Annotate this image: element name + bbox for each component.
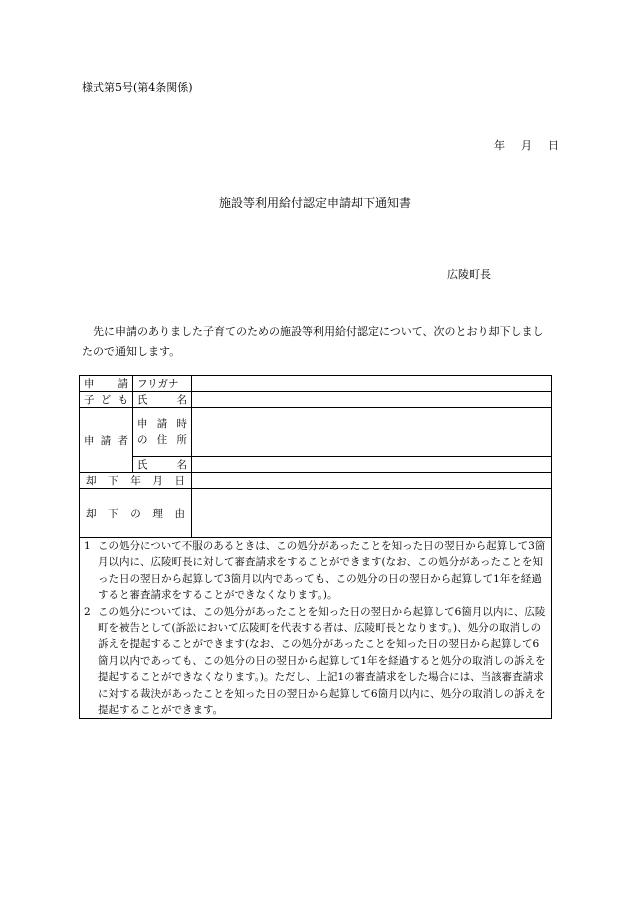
applicant-name-value <box>192 457 552 473</box>
date-day: 日 <box>548 139 559 152</box>
furigana-value <box>192 376 552 392</box>
rejection-reason-value <box>192 489 552 538</box>
child-label-1: 申 請 <box>80 376 133 392</box>
notice-table <box>79 375 552 719</box>
date-line <box>494 137 559 153</box>
note-2 <box>84 604 547 719</box>
applicant-name-label: 氏 名 <box>133 457 192 473</box>
note-1-text: この処分について不服のあるときは、この処分があったことを知った日の翌日から起算して3箇月以内に、広陵町長に対して審査請求をすることができます(なお、この処分があったことを知った日の翌日から起算して3箇月以内であっても、この処分の日の翌日から起算して1年を経過すると審査請求をすることができなくなります。)。 <box>98 540 546 602</box>
note-2-number: 2 <box>84 605 91 618</box>
note-2-text: この処分については、この処分があったことを知った日の翌日から起算して6箇月以内に、広陵町を被告として(訴訟において広陵町を代表する者は、広陵町長となります。)、処分の取消しの訴えを提起することができます(なお、この処分があったことを知った日の翌日から起算して6箇月以内であっても、この処分の日の翌日から起算して1年を経過すると処分の取消しの訴えを提起することができなくなります。)。ただし、上記1の審査請求をした場合には、当該審査請求に対する裁決があったことを知った日の翌日から起算して6箇月以内に、処分の取消しの訴えを提起することができます。 <box>98 605 546 717</box>
form-number: 様式第5号(第4条関係) <box>82 81 193 94</box>
date-month: 月 <box>521 139 532 152</box>
address-value <box>192 408 552 457</box>
body-text: 先に申請のありました子育てのための施設等利用給付認定について、次のとおり却下しましたので通知します。 <box>82 325 544 358</box>
address-label-2: の 住 所 <box>137 434 187 446</box>
notes-block <box>80 538 552 719</box>
child-name-value <box>192 392 552 408</box>
address-label <box>133 408 192 457</box>
note-1 <box>84 538 547 604</box>
rejection-reason-label: 却下の理由 <box>80 489 192 538</box>
document-title: 施設等利用給付認定申請却下通知書 <box>218 196 411 210</box>
rejection-date-label: 却下年月日 <box>80 473 192 489</box>
child-label-2: 子ども <box>80 392 133 408</box>
furigana-label: フリガナ <box>133 376 192 392</box>
rejection-date-value <box>192 473 552 489</box>
issuer: 広陵町長 <box>447 268 491 281</box>
child-name-label: 氏 名 <box>133 392 192 408</box>
date-year: 年 <box>494 139 505 152</box>
note-1-number: 1 <box>84 540 91 552</box>
applicant-label: 申請者 <box>80 408 133 473</box>
address-label-1: 申 請 時 <box>137 418 187 430</box>
